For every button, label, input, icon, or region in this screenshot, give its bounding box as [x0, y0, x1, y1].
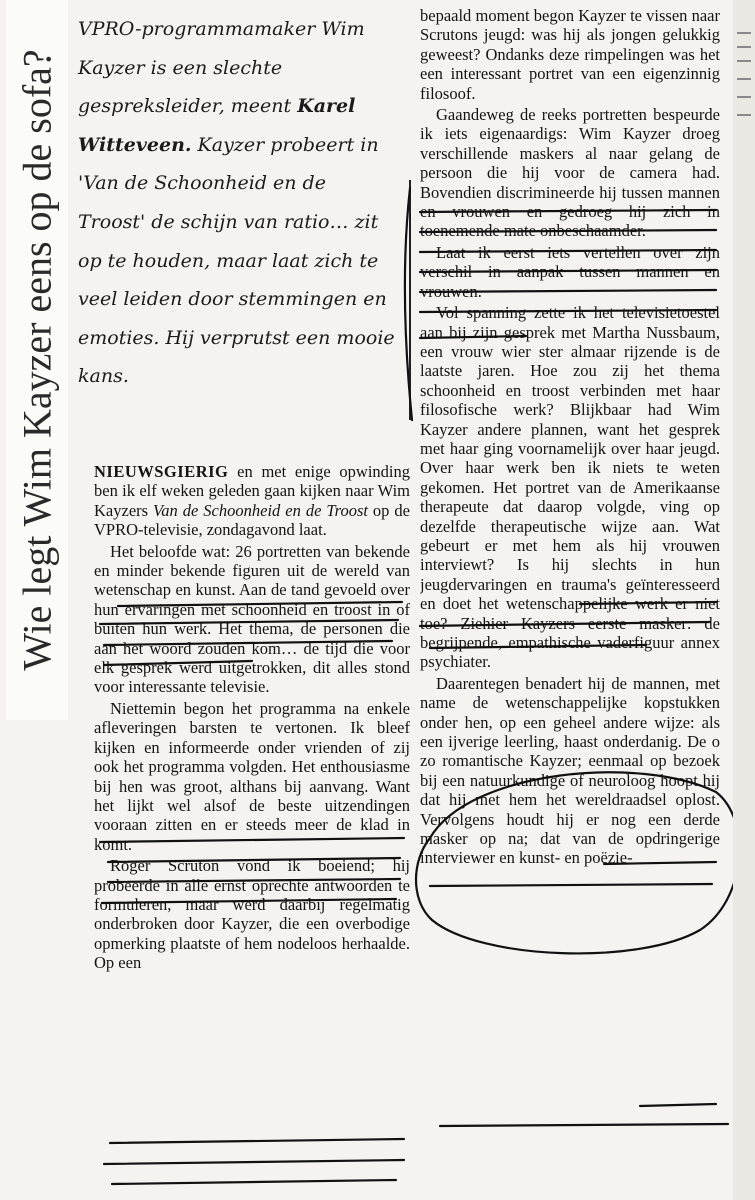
vertical-headline: Wie legt Wim Kayzer eens op de sofa?: [14, 49, 60, 671]
lead-caps: NIEUWSGIERIG: [94, 462, 229, 481]
intro-text-2: Kayzer probeert in 'Van de Schoonheid en de Troost' de schijn van ratio… zit op te houden, maar laat zich te veel leiden door stemmingen en emoties. Hij verprutst een mooie kans.: [78, 133, 395, 388]
paragraph-8: Vol spanning zette ik het televisietoestel aan bij zijn gesprek met Martha Nussbaum, een vrouw wier ster almaar rijzende is de laatste jaren. Hoe zou zij het thema schoonheid en troost verbinden met haar filosofische werk? Blijkbaar had Wim Kayzer andere plannen, want het gesprek met haar ging voornamelijk over haar jeugd. Over haar werk ben ik niets te weten gekomen. Het portret van de Amerikaanse therapeute dat daarop volgde, ving op dezelfde therapeutische wijze aan. Wat gebeurt er met hem als hij vrouwen interviewt? Is hij slechts in hun jeugdervaringen en trauma's geïnteresseerd en doet het wetenschappelijke werk er niet toe? Ziehier Kayzers eerste masker: de begrijpende, empathische vaderfiguur annex psychiater.: [420, 303, 720, 672]
article-column-right: [420, 6, 720, 1200]
paragraph-9: Daarentegen benadert hij de mannen, met name de wetenschappelijke kopstukken onder hen, op een geheel andere wijze: als een ijverige leerling, haast onderdanig. De o zo romantische Kayzer; eenmaal op bezoek bij een natuurkundige of neuroloog hoopt hij dat hij met hem het wereldraadsel oplost. Vervolgens houdt hij er nog een derde masker op na; dat van de opdringerige interviewer en kunst- en poëzie-: [420, 673, 720, 868]
paragraph-1-a: en met enige opwinding ben ik elf weken geleden gaan kijken naar Wim Kayzers: [94, 462, 410, 520]
paragraph-4: Roger Scruton vond ik boeiend; hij probeerde in alle ernst oprechte antwoorden te formuleren, maar werd daarbij regelmatig onderbroken door Kayzer, die een overbodige opmerking plaatste of hem nodeloos herhaalde. Op een: [94, 856, 410, 973]
paragraph-5: bepaald moment begon Kayzer te vissen naar Scrutons jeugd: was hij als jongen gelukkig geweest? Ondanks deze rimpelingen was het een interessant portret van een eigenzinnig filosoof.: [420, 6, 720, 103]
article-column-middle: [94, 462, 410, 1200]
paragraph-3: Niettemin begon het programma na enkele afleveringen barsten te vertonen. Ik bleef kijken en informeerde onder vrienden of zij ook het programma volgden. Het enthousiasme bij hen was groot, althans bij aanvang. Want het lijkt wel alsof de beste uitzendingen vooraan zitten en er steeds meer de klad in komt.: [94, 698, 410, 854]
intro-text-1: VPRO-programmamaker Wim Kayzer is een slechte gespreksleider, meent: [78, 18, 365, 118]
author-name: Karel Witteveen.: [78, 95, 356, 156]
paragraph-1: [94, 462, 410, 540]
paragraph-1-b: op de VPRO-televisie, zondagavond laat.: [94, 500, 410, 540]
margin-pen-mark: [409, 180, 411, 420]
adjacent-clipping-edge: [733, 0, 755, 1200]
programme-title: Van de Schoonheid en de Troost: [153, 500, 368, 520]
intro-standfirst: [78, 10, 398, 396]
paragraph-2: Het beloofde wat: 26 portretten van bekende en minder bekende figuren uit de wereld van wetenschap en kunst. Aan de tand gevoeld over hun ervaringen met schoonheid en troost in of buiten hun werk. Het thema, de personen die aan het woord zouden kom… de tijd die voor elk gesprek werd uitgetrokken, dit alles stond voor interessante televisie.: [94, 541, 410, 697]
paragraph-6: Gaandeweg de reeks portretten bespeurde ik iets eigenaardigs: Wim Kayzer droeg verschillende maskers al naar gelang de persoon die hij voor de camera had. Bovendien discrimineerde hij tussen mannen en vrouwen en gedroeg hij zich in toenemende mate onbeschaamder.: [420, 105, 720, 241]
paragraph-7: Laat ik eerst iets vertellen over zijn verschil in aanpak tussen mannen en vrouwen.: [420, 242, 720, 301]
vertical-headline-strip: [6, 0, 68, 720]
